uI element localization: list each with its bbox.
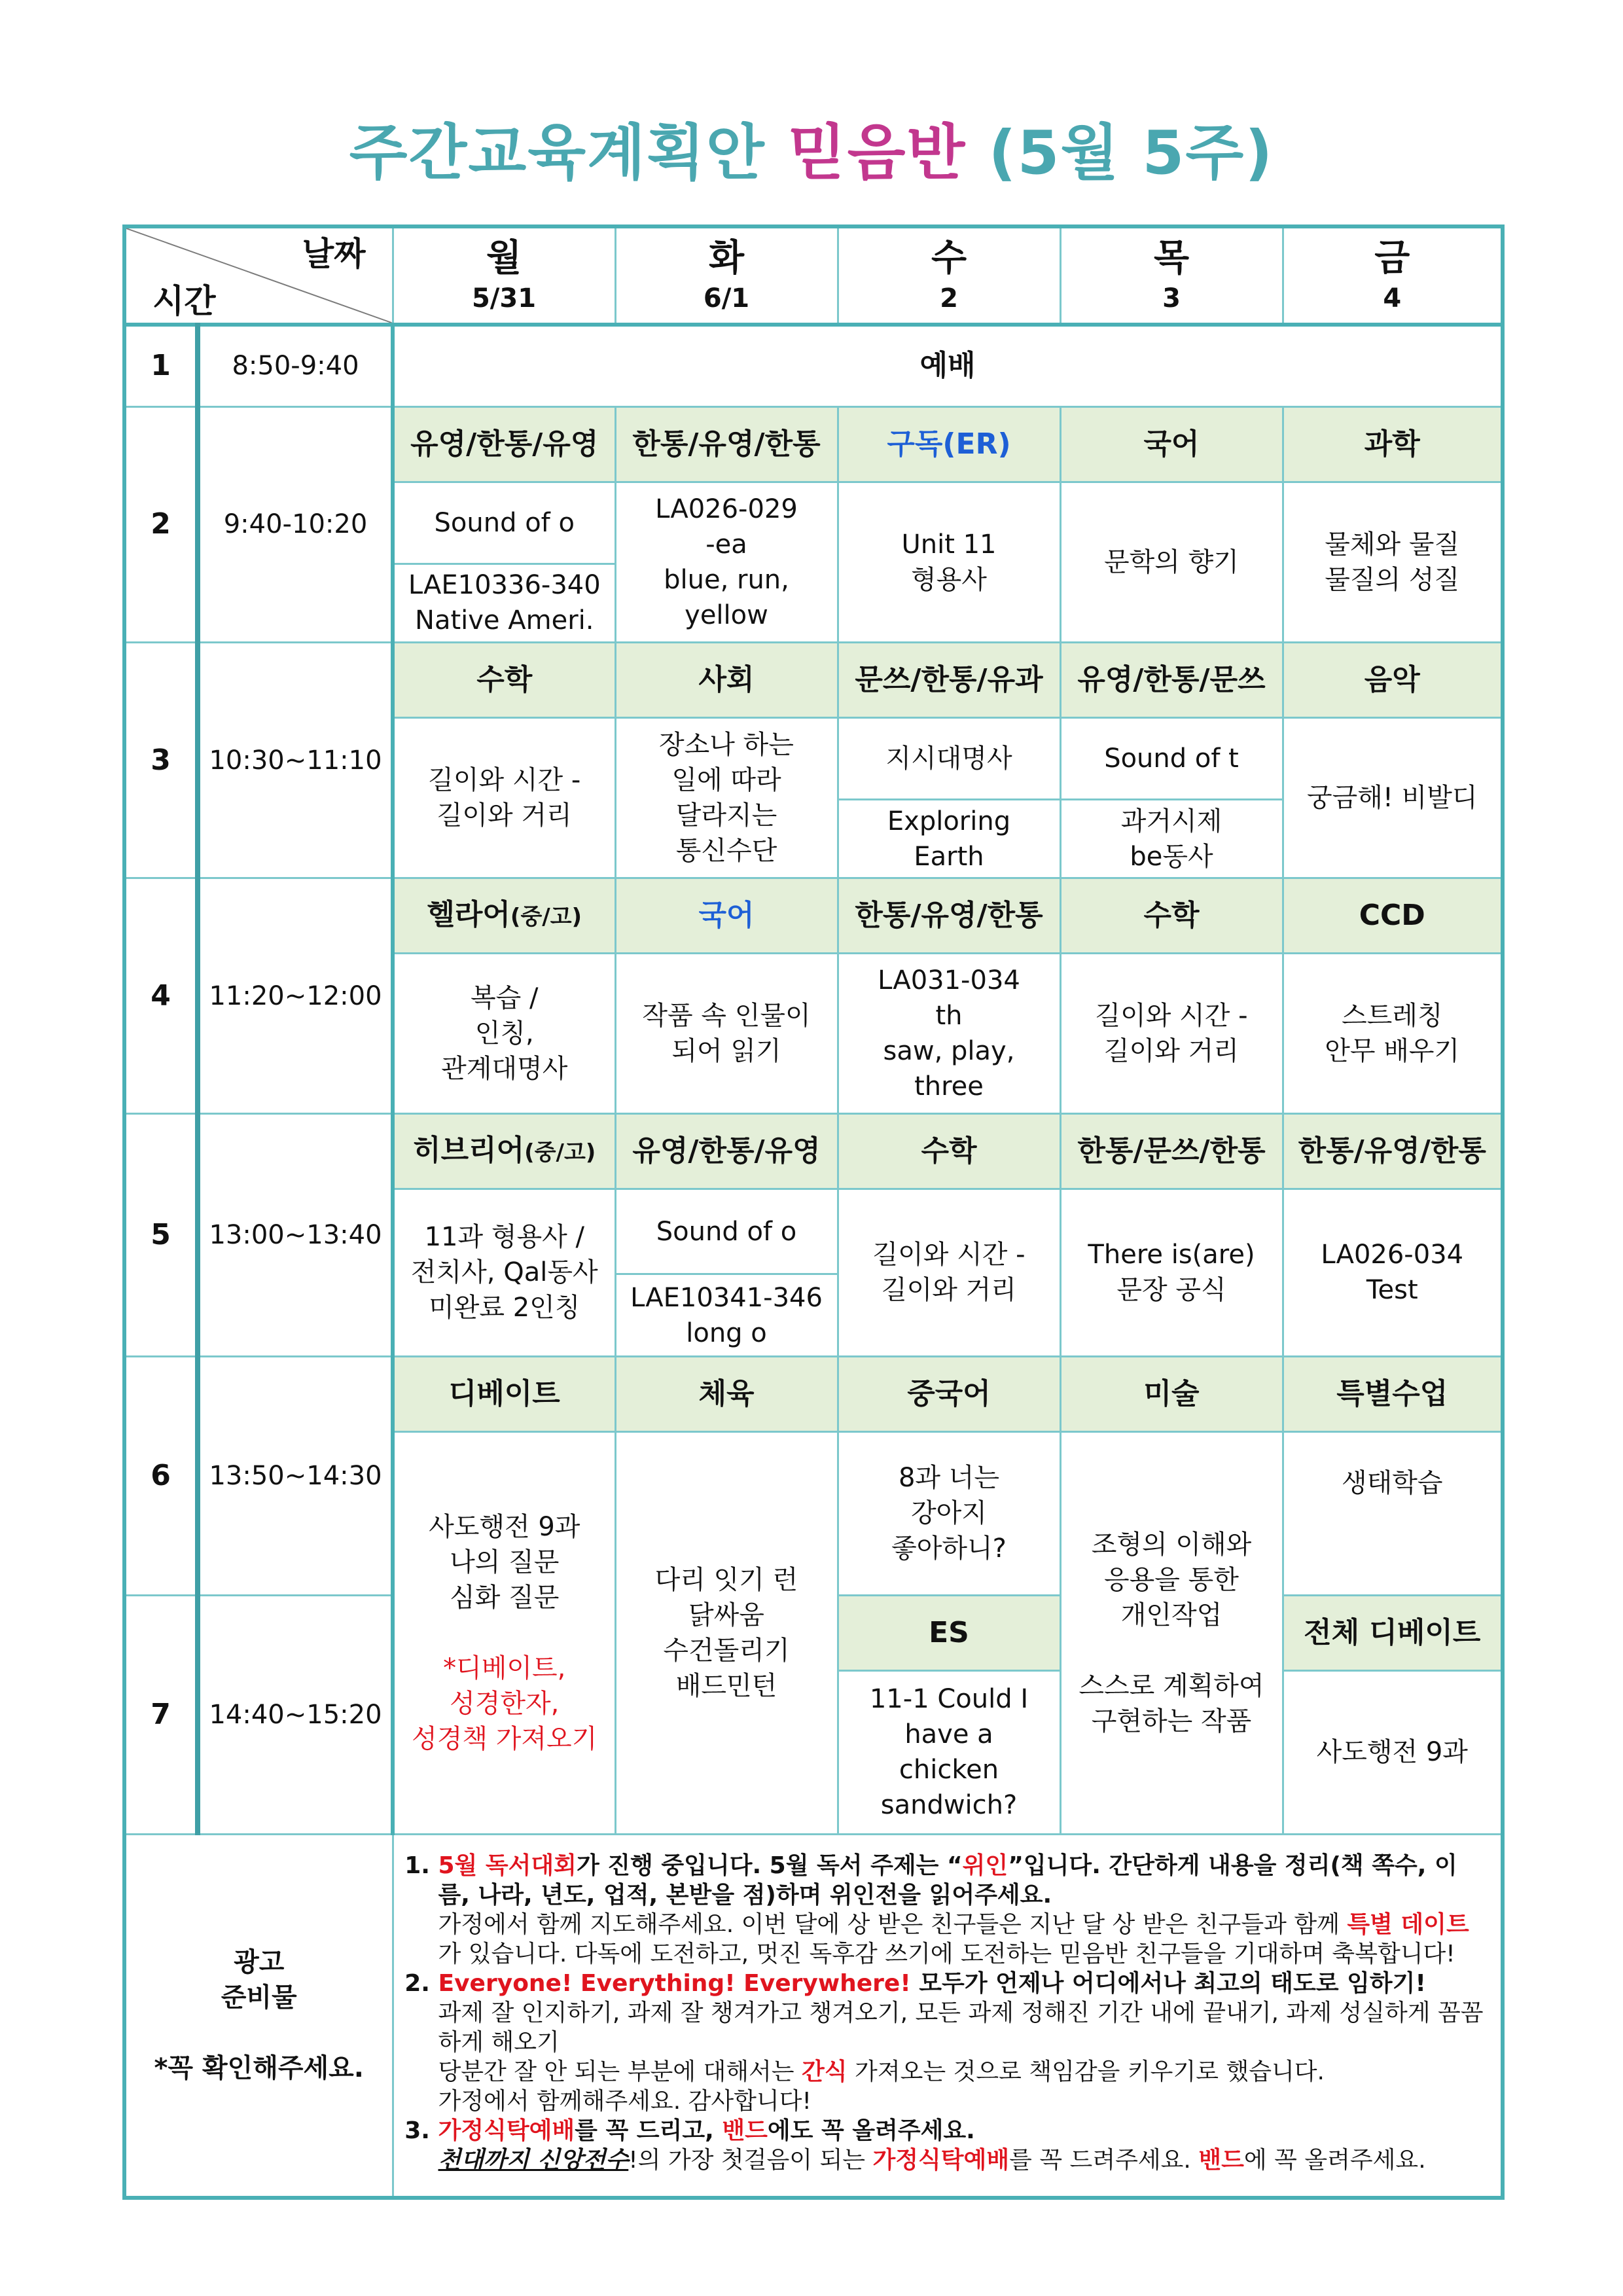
period-time: 14:40~15:20 bbox=[198, 1595, 393, 1834]
subject-wed-p4: 한통/유영/한통 bbox=[838, 878, 1060, 954]
content-mon-p4: 복습 / 인칭, 관계대명사 bbox=[393, 954, 615, 1114]
subject-thu-p6: 미술 bbox=[1060, 1356, 1283, 1431]
subject-tue-p3: 사회 bbox=[615, 642, 838, 717]
subject-mon-p6: 디베이트 bbox=[393, 1356, 615, 1431]
notice-list bbox=[407, 1851, 1488, 2175]
subject-tue-p4: 국어 bbox=[615, 878, 838, 954]
content-mon-p67: 사도행전 9과 나의 질문 심화 질문 *디베이트, 성경한자, 성경책 가져오기 bbox=[393, 1431, 615, 1834]
day-fri: 금 4 bbox=[1283, 226, 1503, 325]
period-4-subject-row bbox=[124, 878, 1503, 954]
period-5-subject-row bbox=[124, 1114, 1503, 1189]
content-wed-p3-b: Exploring Earth bbox=[838, 800, 1060, 878]
subject-fri-p5: 한통/유영/한통 bbox=[1283, 1114, 1503, 1189]
content-wed-p6: 8과 너는 강아지 좋아하니? bbox=[838, 1431, 1060, 1595]
subject-mon-p2: 유영/한통/유영 bbox=[393, 406, 615, 482]
period-number: 3 bbox=[124, 642, 198, 878]
day-thu: 목 3 bbox=[1060, 226, 1283, 325]
notice-item-1: 1. 5월 독서대회가 진행 중입니다. 5월 독서 주제는 “위인”입니다. 간단하게 내용을 정리(책 쪽수, 이름, 나라, 년도, 업적, 본받을 점)하며 위인전을 읽어주세요. 가정에서 함께 지도해주세요. 이번 달에 상 받은 친구들은 지난 달 상 받은 친구들과 함께 특별 데이트가 있습니다. 다독에 도전하고, 멋진 독후감 쓰기에 도전하는 믿음반 친구들을 기대하며 축복합니다! bbox=[438, 1851, 1488, 1969]
content-wed-p2: Unit 11 형용사 bbox=[838, 482, 1060, 642]
content-mon-p2-b: LAE10336-340 Native Ameri. bbox=[393, 564, 615, 642]
subject-thu-p3: 유영/한통/문쓰 bbox=[1060, 642, 1283, 717]
content-thu-p67: 조형의 이해와 응용을 통한 개인작업 스스로 계획하여 구현하는 작품 bbox=[1060, 1431, 1283, 1834]
period-number: 7 bbox=[124, 1595, 198, 1834]
content-tue-p4: 작품 속 인물이 되어 읽기 bbox=[615, 954, 838, 1114]
day-mon: 월 5/31 bbox=[393, 226, 615, 325]
page-title bbox=[0, 105, 1623, 191]
title-class-name: 믿음반 bbox=[787, 118, 967, 188]
notice-content bbox=[393, 1834, 1503, 2198]
subject-tue-p5: 유영/한통/유영 bbox=[615, 1114, 838, 1189]
period-time: 9:40-10:20 bbox=[198, 406, 393, 642]
period-time: 13:50~14:30 bbox=[198, 1356, 393, 1595]
content-wed-p5: 길이와 시간 - 길이와 거리 bbox=[838, 1189, 1060, 1356]
subject-tue-p6: 체육 bbox=[615, 1356, 838, 1431]
notice-item-2: 2. Everyone! Everything! Everywhere! 모두가 언제나 어디에서나 최고의 태도로 임하기! 과제 잘 인지하기, 과제 잘 챙겨가고 챙겨오기, 모든 과제 정해진 기간 내에 끝내기, 과제 성실하게 꼼꼼하게 해오기 당분간 잘 안 되는 부분에 대해서는 간식 가져오는 것으로 책임감을 키우기로 했습니다. 가정에서 함께해주세요. 감사합니다! bbox=[438, 1969, 1488, 2116]
content-fri-p6: 생태학습 bbox=[1283, 1431, 1503, 1595]
subject-thu-p5: 한통/문쓰/한통 bbox=[1060, 1114, 1283, 1189]
content-tue-p5-b: LAE10341-346 long o bbox=[615, 1274, 838, 1356]
content-tue-p2: LA026-029 -ea blue, run, yellow bbox=[615, 482, 838, 642]
content-fri-p4: 스트레칭 안무 배우기 bbox=[1283, 954, 1503, 1114]
content-fri-p3: 궁금해! 비발디 bbox=[1283, 717, 1503, 878]
subject-thu-p2: 국어 bbox=[1060, 406, 1283, 482]
content-wed-p7: 11-1 Could I have a chicken sandwich? bbox=[838, 1670, 1060, 1834]
content-tue-p67: 다리 잇기 런 닭싸움 수건돌리기 배드민턴 bbox=[615, 1431, 838, 1834]
period-time: 8:50-9:40 bbox=[198, 325, 393, 406]
subject-wed-p6: 중국어 bbox=[838, 1356, 1060, 1431]
subject-fri-p3: 음악 bbox=[1283, 642, 1503, 717]
content-thu-p3-b: 과거시제 be동사 bbox=[1060, 800, 1283, 878]
subject-fri-p2: 과학 bbox=[1283, 406, 1503, 482]
content-fri-p7: 사도행전 9과 bbox=[1283, 1670, 1503, 1834]
subject-mon-p4: 헬라어(중/고) bbox=[393, 878, 615, 954]
period-time: 10:30~11:10 bbox=[198, 642, 393, 878]
corner-cell bbox=[124, 226, 393, 325]
notice-item-3: 3. 가정식탁예배를 꼭 드리고, 밴드에도 꼭 올려주세요. 천대까지 신앙전수!의 가장 첫걸음이 되는 가정식탁예배를 꼭 드려주세요. 밴드에 꼭 올려주세요. bbox=[438, 2116, 1488, 2175]
title-week: (5월 5주) bbox=[988, 118, 1274, 188]
subject-wed-p5: 수학 bbox=[838, 1114, 1060, 1189]
period-1-row bbox=[124, 325, 1503, 406]
period-time: 11:20~12:00 bbox=[198, 878, 393, 1114]
content-wed-p4: LA031-034 th saw, play, three bbox=[838, 954, 1060, 1114]
day-tue: 화 6/1 bbox=[615, 226, 838, 325]
period-number: 1 bbox=[124, 325, 198, 406]
content-fri-p5: LA026-034 Test bbox=[1283, 1189, 1503, 1356]
content-tue-p3: 장소나 하는 일에 따라 달라지는 통신수단 bbox=[615, 717, 838, 878]
content-mon-p5: 11과 형용사 / 전치사, Qal동사 미완료 2인칭 bbox=[393, 1189, 615, 1356]
period-number: 5 bbox=[124, 1114, 198, 1356]
subject-wed-p3: 문쓰/한통/유과 bbox=[838, 642, 1060, 717]
content-tue-p5-a: Sound of o bbox=[615, 1189, 838, 1274]
content-thu-p5: There is(are) 문장 공식 bbox=[1060, 1189, 1283, 1356]
header-row bbox=[124, 226, 1503, 325]
period-number: 6 bbox=[124, 1356, 198, 1595]
period-number: 4 bbox=[124, 878, 198, 1114]
period-3-subject-row bbox=[124, 642, 1503, 717]
subject-thu-p4: 수학 bbox=[1060, 878, 1283, 954]
subject-wed-p2: 구독(ER) bbox=[838, 406, 1060, 482]
period-6-subject-row bbox=[124, 1356, 1503, 1431]
period-number: 2 bbox=[124, 406, 198, 642]
subject-fri-p4: CCD bbox=[1283, 878, 1503, 954]
period-2-subject-row bbox=[124, 406, 1503, 482]
content-thu-p4: 길이와 시간 - 길이와 거리 bbox=[1060, 954, 1283, 1114]
content-thu-p3-a: Sound of t bbox=[1060, 717, 1283, 799]
content-mon-p3: 길이와 시간 - 길이와 거리 bbox=[393, 717, 615, 878]
title-main: 주간교육계획안 bbox=[349, 118, 766, 188]
content-thu-p2: 문학의 향기 bbox=[1060, 482, 1283, 642]
content-fri-p2: 물체와 물질 물질의 성질 bbox=[1283, 482, 1503, 642]
notice-label: 광고 준비물 *꼭 확인해주세요. bbox=[124, 1834, 393, 2198]
day-wed: 수 2 bbox=[838, 226, 1060, 325]
subject-fri-p6: 특별수업 bbox=[1283, 1356, 1503, 1431]
subject-tue-p2: 한통/유영/한통 bbox=[615, 406, 838, 482]
corner-time-label: 시간 bbox=[152, 282, 216, 321]
subject-wed-p7: ES bbox=[838, 1595, 1060, 1670]
all-days-worship: 예배 bbox=[393, 325, 1503, 406]
content-mon-p2-a: Sound of o bbox=[393, 482, 615, 564]
content-wed-p3-a: 지시대명사 bbox=[838, 717, 1060, 799]
weekly-plan-table bbox=[122, 224, 1505, 2200]
subject-mon-p3: 수학 bbox=[393, 642, 615, 717]
subject-fri-p7: 전체 디베이트 bbox=[1283, 1595, 1503, 1670]
notice-row bbox=[124, 1834, 1503, 2198]
subject-mon-p5: 히브리어(중/고) bbox=[393, 1114, 615, 1189]
corner-date-label: 날짜 bbox=[302, 235, 366, 273]
period-time: 13:00~13:40 bbox=[198, 1114, 393, 1356]
